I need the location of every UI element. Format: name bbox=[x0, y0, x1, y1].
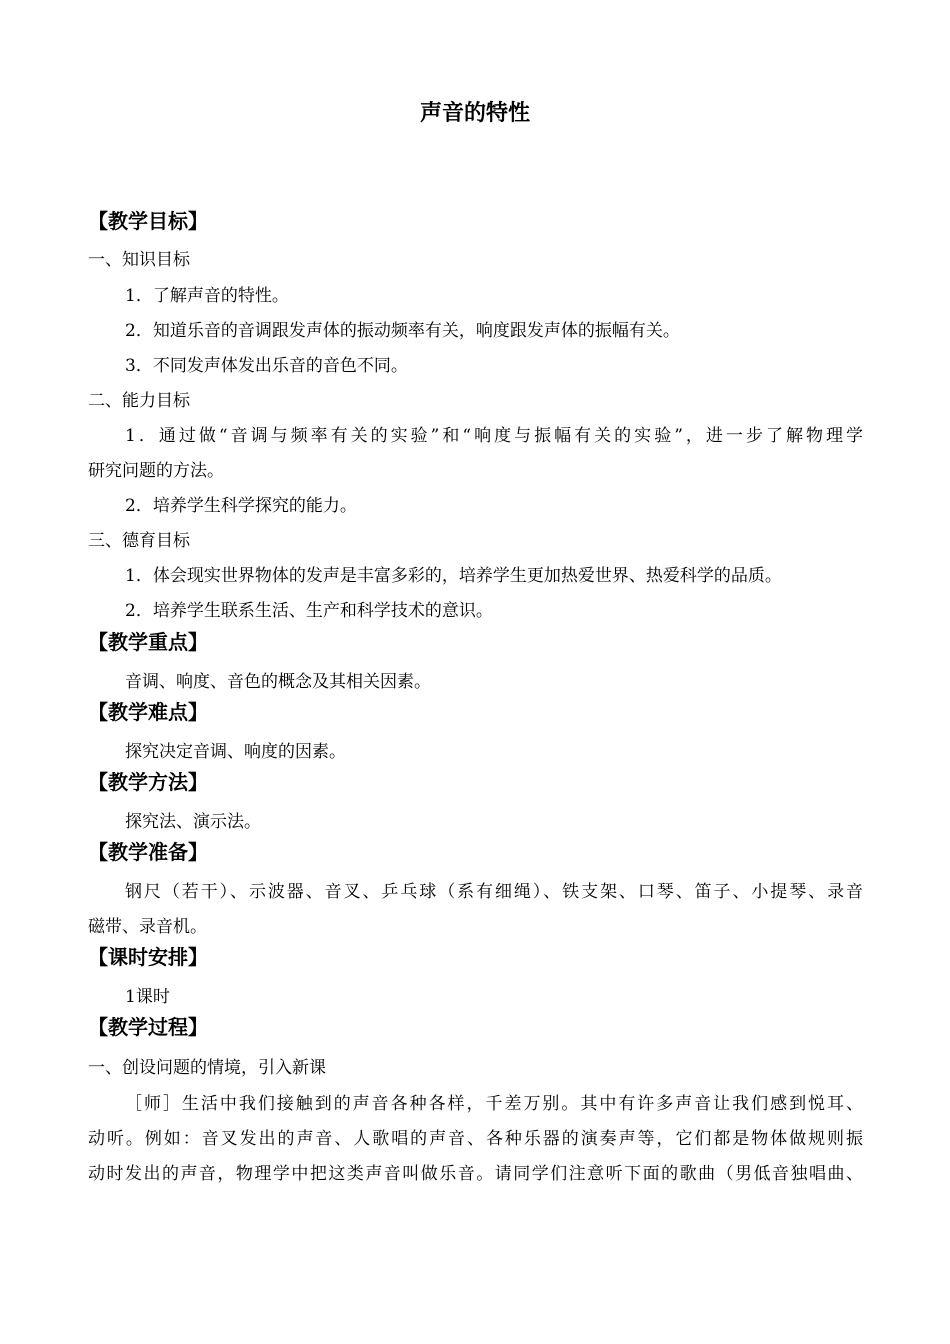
process-paragraph-line-3: 动时发出的声音，物理学中把这类声音叫做乐音。请同学们注意听下面的歌曲（男低音独唱曲、 bbox=[88, 1164, 863, 1184]
ability-item-2: 2．培养学生科学探究的能力。 bbox=[125, 496, 357, 516]
difficulties-heading: 【教学难点】 bbox=[88, 700, 208, 724]
preparation-line-1: 钢尺（若干）、示波器、音叉、乒乓球（系有细绳）、铁支架、口琴、笛子、小提琴、录音 bbox=[125, 882, 863, 902]
knowledge-item-2: 2．知道乐音的音调跟发声体的振动频率有关，响度跟发声体的振幅有关。 bbox=[125, 321, 680, 341]
preparation-heading: 【教学准备】 bbox=[88, 840, 208, 864]
methods-text: 探究法、演示法。 bbox=[125, 812, 261, 832]
process-paragraph-line-2: 动听。例如：音叉发出的声音、人歌唱的声音、各种乐器的演奏声等，它们都是物体做规则振 bbox=[88, 1129, 863, 1149]
methods-heading: 【教学方法】 bbox=[88, 770, 208, 794]
knowledge-item-3: 3．不同发声体发出乐音的音色不同。 bbox=[125, 356, 408, 376]
moral-item-1: 1．体会现实世界物体的发声是丰富多彩的，培养学生更加热爱世界、热爱科学的品质。 bbox=[125, 566, 782, 586]
process-paragraph-line-1: ［师］生活中我们接触到的声音各种各样，千差万别。其中有许多声音让我们感到悦耳、 bbox=[125, 1094, 863, 1114]
knowledge-objectives-label: 一、知识目标 bbox=[88, 250, 190, 270]
objectives-heading: 【教学目标】 bbox=[88, 209, 208, 233]
ability-item-1-line-2: 研究问题的方法。 bbox=[88, 461, 224, 481]
key-points-text: 音调、响度、音色的概念及其相关因素。 bbox=[125, 672, 431, 692]
ability-item-1-line-1: 1．通过做“音调与频率有关的实验”和“响度与振幅有关的实验”，进一步了解物理学 bbox=[125, 426, 863, 446]
schedule-heading: 【课时安排】 bbox=[88, 945, 208, 969]
process-heading: 【教学过程】 bbox=[88, 1015, 208, 1039]
document-title: 声音的特性 bbox=[419, 101, 530, 126]
ability-objectives-label: 二、能力目标 bbox=[88, 391, 190, 411]
process-section-1-label: 一、创设问题的情境，引入新课 bbox=[88, 1058, 326, 1078]
key-points-heading: 【教学重点】 bbox=[88, 630, 208, 654]
knowledge-item-1: 1．了解声音的特性。 bbox=[125, 286, 289, 306]
preparation-line-2: 磁带、录音机。 bbox=[88, 917, 207, 937]
difficulties-text: 探究决定音调、响度的因素。 bbox=[125, 742, 346, 762]
moral-item-2: 2．培养学生联系生活、生产和科学技术的意识。 bbox=[125, 601, 493, 621]
moral-objectives-label: 三、德育目标 bbox=[88, 531, 190, 551]
schedule-text: 1课时 bbox=[125, 987, 170, 1007]
